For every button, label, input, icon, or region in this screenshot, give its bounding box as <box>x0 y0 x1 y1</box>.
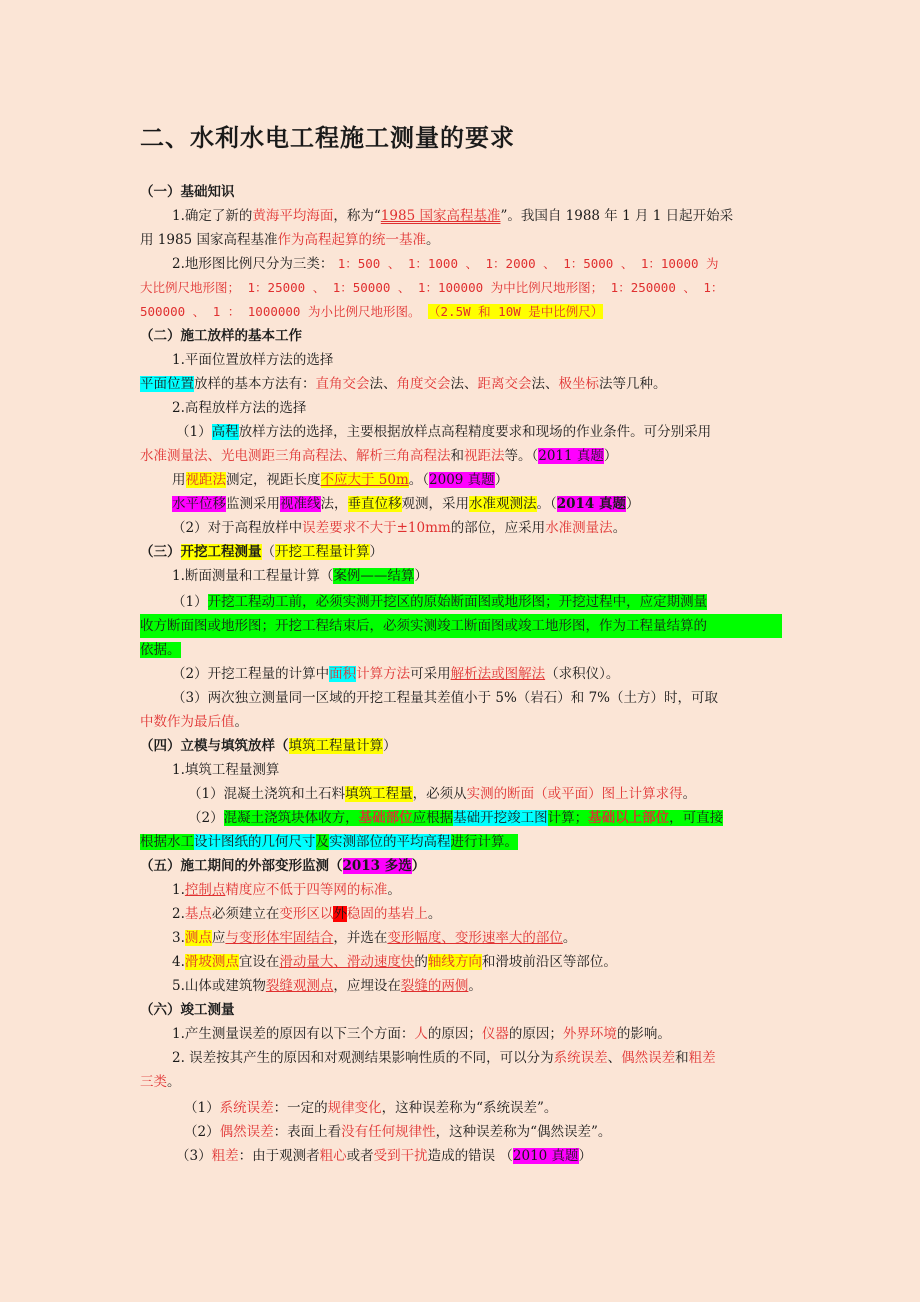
section-2-heading: （二）施工放样的基本工作 <box>140 328 302 344</box>
s1-line-1: 1.确定了新的黄海平均海面，称为“1985 国家高程基准”。我国自 1988 年 1 月 1 日起开始采 <box>172 208 734 224</box>
s2-line-6: 用视距法测定，视距长度不应大于 50m。（2009 真题） <box>172 472 509 488</box>
s5-line-4: 4.滑坡测点宜设在滑动量大、滑动速度快的轴线方向和滑坡前沿区等部位。 <box>172 954 617 970</box>
s3-line-5: （2）开挖工程量的计算中面积计算方法可采用解析法或图解法（求积仪）。 <box>172 666 620 682</box>
s2-line-4: （1）高程放样方法的选择，主要根据放样点高程精度要求和现场的作业条件。可分别采用 <box>176 424 712 440</box>
section-4-heading: （四）立模与填筑放样（填筑工程量计算） <box>140 738 397 754</box>
s6-line-6: （3）粗差：由于观测者粗心或者受到干扰造成的错误 （2010 真题） <box>176 1148 593 1164</box>
section-1-heading: （一）基础知识 <box>140 184 235 200</box>
s2-line-7: 水平位移监测采用视准线法，垂直位移观测，采用水准观测法。（2014 真题） <box>172 496 640 512</box>
s4-line-1: 1.填筑工程量测算 <box>172 762 280 778</box>
s2-line-5: 水准测量法、光电测距三角高程法、解析三角高程法和视距法等。（2011 真题） <box>140 448 618 464</box>
s3-line-3: 收方断面图或地形图；开挖工程结束后，必须实测竣工断面图或竣工地形图，作为工程量结算的 <box>140 614 782 638</box>
s5-line-2: 2.基点必须建立在变形区以外稳固的基岩上。 <box>172 906 442 922</box>
s3-line-1: 1.断面测量和工程量计算（案例——结算） <box>172 568 428 584</box>
s2-line-8: （2）对于高程放样中误差要求不大于±10mm的部位，应采用水准测量法。 <box>172 520 627 536</box>
s2-line-2: 平面位置放样的基本方法有：直角交会法、角度交会法、距离交会法、极坐标法等几种。 <box>140 376 667 392</box>
s3-line-6: （3）两次独立测量同一区域的开挖工程量其差值小于 5%（岩石）和 7%（土方）时，可取 <box>172 690 719 706</box>
s1-line-2: 用 1985 国家高程基准作为高程起算的统一基准。 <box>140 232 440 248</box>
section-3-heading: （三）开挖工程测量（开挖工程量计算） <box>140 544 383 560</box>
s2-line-3: 2.高程放样方法的选择 <box>172 400 307 416</box>
page-title: 二、水利水电工程施工测量的要求 <box>140 123 515 152</box>
s6-line-5: （2）偶然误差：表面上看没有任何规律性，这种误差称为“偶然误差”。 <box>184 1124 612 1140</box>
s3-line-7: 中数作为最后值。 <box>140 714 248 730</box>
s4-line-4: 根据水工设计图纸的几何尺寸及实测部位的平均高程进行计算。 <box>140 834 518 850</box>
s6-line-3: 三类。 <box>140 1074 181 1090</box>
s5-line-3: 3.测点应与变形体牢固结合，并选在变形幅度、变形速率大的部位。 <box>172 930 577 946</box>
s6-line-1: 1.产生测量误差的原因有以下三个方面：人的原因；仪器的原因；外界环境的影响。 <box>172 1026 671 1042</box>
s3-line-4: 依据。 <box>140 642 181 658</box>
s1-line-5: 500000 、 1 ： 1000000 为小比例尺地形图。 （2.5W 和 10W 是中比例尺） <box>140 304 604 319</box>
s6-line-4: （1）系统误差：一定的规律变化，这种误差称为“系统误差”。 <box>184 1100 558 1116</box>
section-6-heading: （六）竣工测量 <box>140 1002 235 1018</box>
s4-line-3: （2）混凝土浇筑块体收方，基础部位应根据基础开挖竣工图计算；基础以上部位，可直接 <box>188 810 724 826</box>
s5-line-1: 1.控制点精度应不低于四等网的标准。 <box>172 882 401 898</box>
s5-line-5: 5.山体或建筑物裂缝观测点，应埋设在裂缝的两侧。 <box>172 978 482 994</box>
s2-line-1: 1.平面位置放样方法的选择 <box>172 352 334 368</box>
s6-line-2: 2. 误差按其产生的原因和对观测结果影响性质的不同，可以分为系统误差、偶然误差和粗差 <box>172 1050 716 1066</box>
section-5-heading: （五）施工期间的外部变形监测（2013 多选） <box>140 858 426 874</box>
s1-line-3: 2.地形图比例尺分为三类： 1：500 、 1：1000 、 1：2000 、 1：5000 、 1：10000 为 <box>172 256 719 272</box>
s1-line-4: 大比例尺地形图； 1：25000 、 1：50000 、 1：100000 为中比例尺地形图； 1：250000 、 1： <box>140 280 724 295</box>
s3-line-2: （1）开挖工程动工前，必须实测开挖区的原始断面图或地形图；开挖过程中，应定期测量 <box>172 594 708 610</box>
s4-line-2: （1）混凝土浇筑和土石料填筑工程量，必须从实测的断面（或平面）图上计算求得。 <box>188 786 697 802</box>
